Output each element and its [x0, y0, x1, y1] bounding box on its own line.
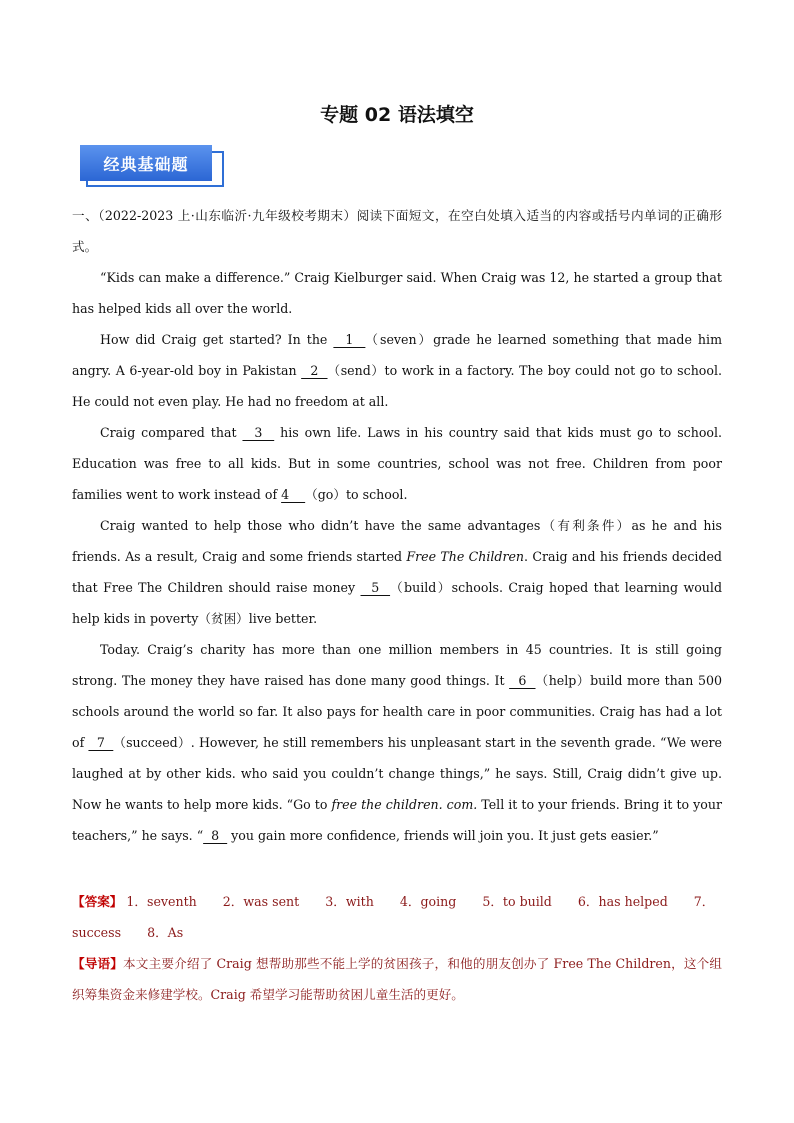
blank-5: 5: [360, 580, 391, 595]
blank-6: 6: [509, 673, 536, 688]
blank-2: 2: [301, 363, 328, 378]
badge-label: 经典基础题: [80, 145, 212, 181]
blank-3: 3: [242, 425, 275, 440]
answer-block: [72, 886, 722, 948]
answer-item: 2．was sent: [222, 894, 300, 909]
text: Craig wanted to help those who didn’t have the same advantages（有利条件）as he and his friends. As a result, Craig and some friends started: [72, 518, 722, 564]
text: How did Craig get started? In the: [100, 332, 334, 347]
website: free the children. com.: [331, 797, 478, 812]
answer-item: 4．going: [399, 894, 457, 909]
text: Tell it to your friends. Bring it to your teachers,” he says. “: [72, 797, 722, 843]
answer-item: 7．success: [72, 894, 715, 940]
text: （help）build more than 500 schools around the world so far. It also pays for health care in poor communities. Craig has had a lot of: [72, 673, 722, 750]
guide-text: 本文主要介绍了 Craig 想帮助那些不能上学的贫困孩子，和他的朋友创办了 Free The Children，这个组织筹集资金来修建学校。Craig 希望学习能帮助贫困儿童生活的更好。: [72, 956, 723, 1002]
passage: [72, 200, 722, 851]
paragraph-2: [72, 324, 722, 417]
answer-item: 6．has helped: [577, 894, 668, 909]
paragraph-3: [72, 417, 722, 510]
guide-tag: 【导语】: [72, 956, 124, 971]
blank-8: 8: [203, 828, 228, 843]
text: his own life. Laws in his country said that kids must go to school. Education was free to all kids. But in some countries, school was not free. Children from poor families went to work instead of: [72, 425, 723, 502]
blank-7: 7: [88, 735, 114, 750]
text: （seven）grade he learned something that made him angry. A 6-year-old boy in Pakistan: [72, 332, 723, 378]
text: （build）schools. Craig hoped that learning would help kids in poverty（贫困）live better.: [72, 580, 723, 626]
guide-block: [72, 948, 722, 1010]
text: . Craig and his friends decided that Free The Children should raise money: [72, 549, 722, 595]
answer-item: 3．with: [325, 894, 374, 909]
paragraph-5: [72, 634, 722, 851]
text: （send）to work in a factory. The boy could not go to school. He could not even play. He had no freedom at all.: [72, 363, 723, 409]
paragraph-1: “Kids can make a difference.” Craig Kielburger said. When Craig was 12, he started a group that has helped kids all over the world.: [72, 270, 722, 316]
text: Today. Craig’s charity has more than one million members in 45 countries. It is still going strong. The money they have raised has done many good things. It: [72, 642, 722, 688]
page-title: 专题 02 语法填空: [320, 104, 474, 126]
blank-4: 4: [281, 487, 306, 502]
text: （succeed）. However, he still remembers his unpleasant start in the seventh grade. “We were laughed at by other kids. who said you couldn’t change things,” he says. Still, Craig didn’t give up. Now he wants to help more kids. “Go to: [72, 735, 723, 812]
text: you gain more confidence, friends will join you. It just gets easier.”: [227, 828, 659, 843]
section-badge: [80, 145, 226, 189]
text: Craig compared that: [100, 425, 243, 440]
paragraph-4: [72, 510, 722, 634]
answer-item: 1．seventh: [126, 894, 197, 909]
question-instruction: 一、（2022-2023 上·山东临沂·九年级校考期末）阅读下面短文，在空白处填入适当的内容或括号内单词的正确形式。: [72, 208, 722, 254]
org-name: Free The Children: [406, 549, 525, 564]
text: （go）to school.: [305, 487, 408, 502]
answer-tag: 【答案】: [72, 894, 123, 909]
answer-item: 8．As: [147, 925, 184, 940]
answer-item: 5．to build: [482, 894, 552, 909]
blank-1: 1: [333, 332, 366, 347]
